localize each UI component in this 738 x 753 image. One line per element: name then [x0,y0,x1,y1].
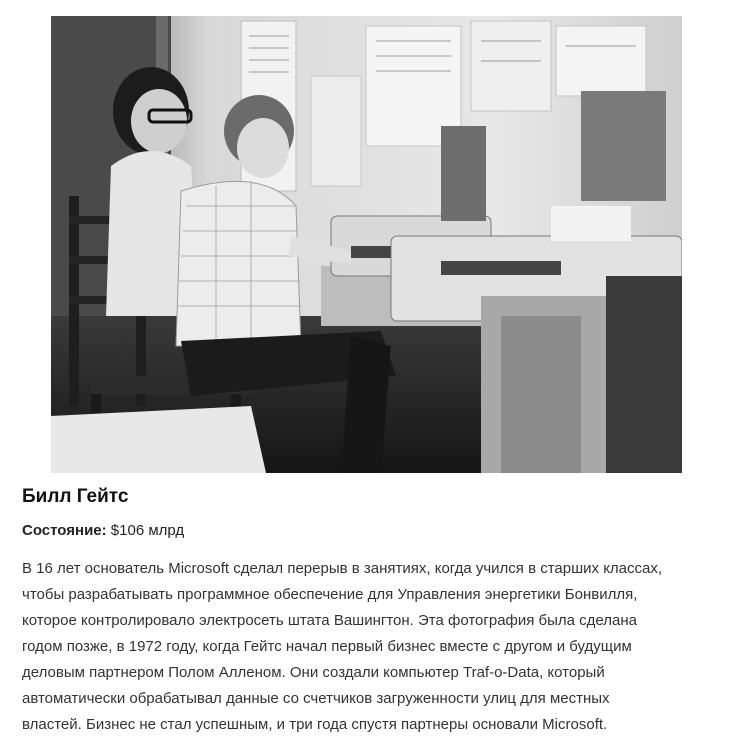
bio-line: автоматически обрабатывал данные со счетчиков загруженности улиц для местных [22,690,610,707]
bio-line: чтобы разрабатывать программное обеспечение для Управления энергетики Бонвилля, [22,586,638,603]
net-worth-value: $106 млрд [106,522,185,539]
net-worth-label: Состояние: [22,522,107,539]
biography-paragraph [22,556,727,738]
person-name: Билл Гейтс [22,486,129,507]
net-worth [22,522,184,539]
bio-line: властей. Бизнес не стал успешным, и три года спустя партнеры основали Microsoft. [22,716,608,733]
bio-line: которое контролировало электросеть штата Вашингтон. Эта фотография была сделана [22,612,637,629]
bio-line: годом позже, в 1972 году, когда Гейтс начал первый бизнес вместе с другом и будущим [22,638,632,655]
article-photo [51,16,682,473]
bio-line: В 16 лет основатель Microsoft сделал перерыв в занятиях, когда учился в старших классах, [22,560,663,577]
photo-illustration [51,16,682,473]
bio-line: деловым партнером Полом Алленом. Они создали компьютер Traf-o-Data, который [22,664,605,681]
